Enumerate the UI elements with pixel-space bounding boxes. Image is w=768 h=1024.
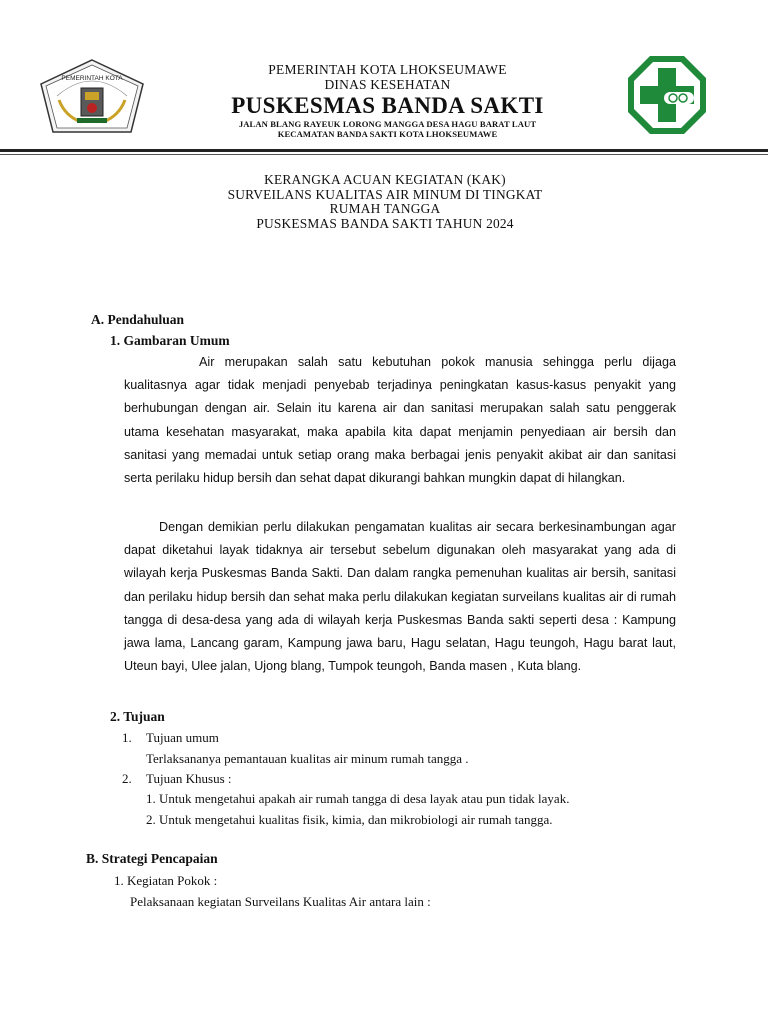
address-line-1: JALAN BLANG RAYEUK LORONG MANGGA DESA HAGU BARAT LAUT	[238, 119, 537, 129]
title-line-4: PUSKESMAS BANDA SAKTI TAHUN 2024	[256, 215, 514, 231]
letterhead-rule-thin	[0, 154, 768, 155]
city-emblem-icon	[37, 58, 147, 136]
title-line-1: KERANGKA ACUAN KEGIATAN (KAK)	[264, 172, 506, 187]
goal-2-point-2: 2. Untuk mengetahui kualitas fisik, kimia, dan mikrobiologi air rumah tangga.	[146, 812, 553, 827]
goal-2-label: Tujuan Khusus :	[146, 771, 232, 786]
goal-1-label: Tujuan umum	[146, 730, 219, 745]
goal-2-point-1: 1. Untuk mengetahui apakah air rumah tangga di desa layak atau pun tidak layak.	[146, 791, 570, 806]
section-a-heading: A. Pendahuluan	[91, 312, 185, 327]
goal-1-number: 1.	[122, 730, 132, 745]
government-name: PEMERINTAH KOTA LHOKSEUMAWE	[268, 62, 507, 77]
strategy-item-1: 1. Kegiatan Pokok :	[114, 873, 218, 888]
puskesmas-title: PUSKESMAS BANDA SAKTI	[231, 93, 544, 118]
svg-text:PEMERINTAH KOTA: PEMERINTAH KOTA	[61, 75, 123, 82]
title-line-3: RUMAH TANGGA	[329, 201, 441, 216]
address-line-2: KECAMATAN BANDA SAKTI KOTA LHOKSEUMAWE	[277, 129, 498, 139]
subsection-2-heading: 2. Tujuan	[110, 709, 165, 724]
section-b-heading: B. Strategi Pencapaian	[86, 851, 218, 866]
goal-1-text: Terlaksananya pemantauan kualitas air minum rumah tangga .	[146, 751, 469, 766]
paragraph-2: Dengan demikian perlu dilakukan pengamatan kualitas air secara berkesinambungan agar dapat diketahui layak tidaknya air tersebut sebelum digunakan oleh masyarakat yang ada di wilayah kerja Puskesmas Banda Sakti. Dan dalam rangka pemenuhan kualitas air bersih, sanitasi dan perilaku hidup bersih dan sehat maka perlu dilakukan kegiatan surveilans kualitas air di rumah tangga di desa-desa yang ada di wilayah kerja Puskesmas Banda sakti seperti desa : Kampung jawa lama, Lancang garam, Kampung jawa baru, Hagu selatan, Hagu teungoh, Hagu barat laut, Uteun bayi, Ulee jalan, Ujong blang, Tumpok teungoh, Banda masen , Kuta blang.	[124, 520, 676, 674]
title-line-2: SURVEILANS KUALITAS AIR MINUM DI TINGKAT	[227, 186, 543, 202]
strategy-item-1-text: Pelaksanaan kegiatan Surveilans Kualitas Air antara lain :	[130, 894, 431, 909]
puskesmas-cross-icon	[626, 54, 708, 136]
subsection-1-heading: 1. Gambaran Umum	[110, 333, 230, 348]
letterhead-rule-thick	[0, 149, 768, 152]
paragraph-1: Air merupakan salah satu kebutuhan pokok manusia sehingga perlu dijaga kualitasnya agar tidak menjadi penyebab terjadinya peningkatan kasus-kasus penyakit yang berhubungan dengan air. Selain itu karena air dan sanitasi merupakan salah satu penggerak utama kesehatan masyarakat, maka apabila kita dapat menjamin penyediaan air bersih dan sanitasi yang memadai untuk setiap orang maka berbagai jenis penyakit akibat air dan sanitasi serta perilaku hidup bersih dan sehat dapat dikurangi bahkan mungkin dapat di hilangkan.	[124, 355, 676, 486]
agency-name: DINAS KESEHATAN	[324, 77, 451, 92]
goal-2-number: 2.	[122, 771, 132, 786]
letterhead-text	[160, 62, 615, 139]
document-title	[150, 173, 620, 231]
